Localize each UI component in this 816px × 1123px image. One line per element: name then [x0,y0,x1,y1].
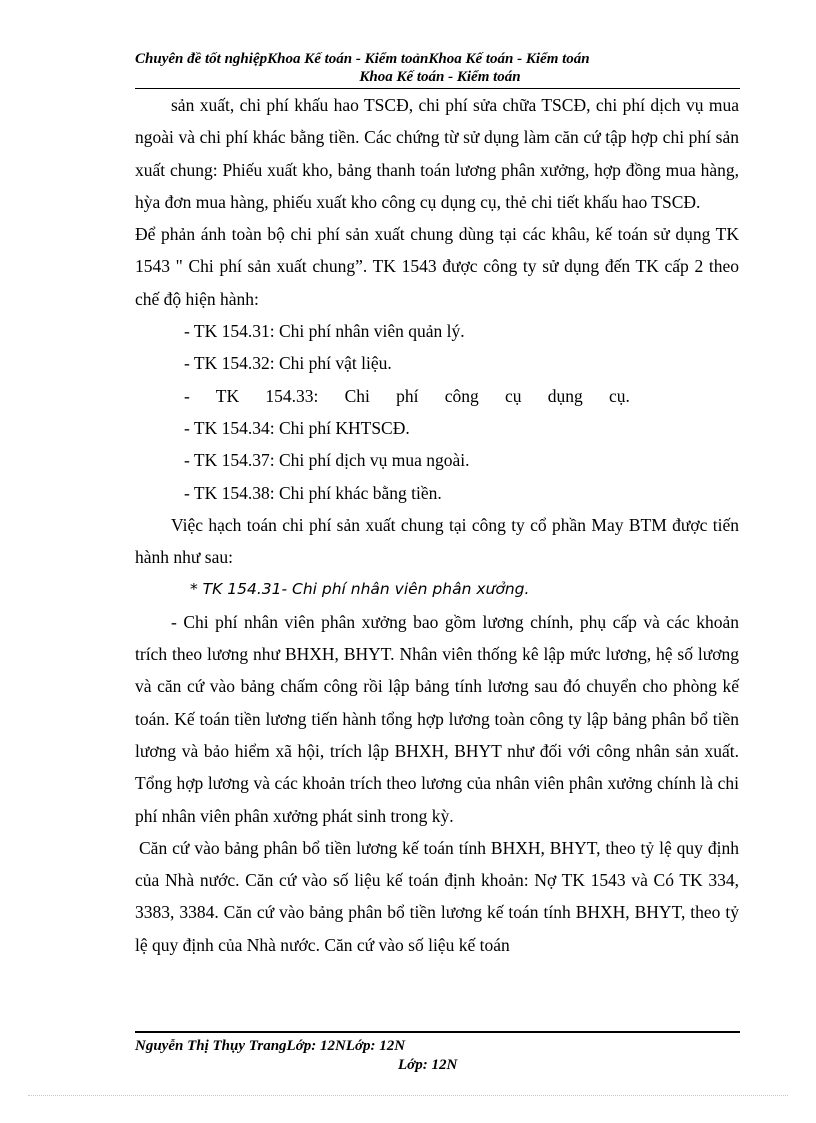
document-body [135,89,739,961]
paragraph-overhead-costs: sản xuất, chi phí khấu hao TSCĐ, chi phí sửa chữa TSCĐ, chi phí dịch vụ mua ngoài và chi phí khác bằng tiền. Các chứng từ sử dụng làm căn cứ tập hợp chi phí sản xuất chung: Phiếu xuất kho, bảng thanh toán lương phân xưởng, hợp đồng mua hàng, hỳa đơn mua hàng, phiếu xuất kho công cụ dụng cụ, thẻ chi tiết khấu hao TSCĐ. [135,95,739,212]
account-item: - TK 154.38: Chi phí khác bằng tiền. [184,482,442,503]
account-item: - TK 154.33: Chi phí công cụ dụng cụ. [184,385,630,406]
account-item: - TK 154.34: Chi phí KHTSCĐ. [184,417,410,438]
page-boundary [28,1095,788,1096]
account-item: - TK 154.32: Chi phí vật liệu. [184,353,392,374]
account-item: - TK 154.37: Chi phí dịch vụ mua ngoài. [184,450,470,471]
account-item: - TK 154.31: Chi phí nhân viên quản lý. [184,321,465,342]
footer-divider [135,1031,740,1033]
paragraph-staff-costs: - Chi phí nhân viên phân xưởng bao gồm lương chính, phụ cấp và các khoản trích theo lương như BHXH, BHYT. Nhân viên thống kê lập mức lương, hệ số lương và căn cứ vào bảng chấm công rồi lập bảng tính lương sau đó chuyển cho phòng kế toán. Kế toán tiền lương tiến hành tổng hợp lương toàn công ty lập bảng phân bổ tiền lương và bảo hiểm xã hội, trích lập BHXH, BHYT như đối với công nhân sản xuất. Tổng hợp lương và các khoản trích theo lương của nhân viên phân xưởng chính là chi phí nhân viên phân xưởng phát sinh trong kỳ. [135,611,739,826]
header-line-2: Khoa Kế toán - Kiểm toán [359,69,521,85]
section-title: * TK 154.31- Chi phí nhân viên phân xưởng. [190,580,530,599]
paragraph-basis: Căn cứ vào bảng phân bổ tiền lương kế toán tính BHXH, BHYT, theo tỷ lệ quy định của Nhà nước. Căn cứ vào số liệu kế toán định khoản: Nợ TK 1543 và Có TK 334, 3383, 3384. Căn cứ vào bảng phân bổ tiền lương kế toán tính BHXH, BHYT, theo tỷ lệ quy định của Nhà nước. Căn cứ vào số liệu kế toán [135,837,739,955]
paragraph-account-1543: Để phản ánh toàn bộ chi phí sản xuất chung dùng tại các khâu, kế toán sử dụng TK 1543 " Chi phí sản xuất chung”. TK 1543 được công ty sử dụng đến TK cấp 2 theo chế độ hiện hành: [135,224,739,309]
header-line-1: Chuyên đề tốt nghiệpKhoa Kế toán - Kiểm toảnKhoa Kế toán - Kiểm toán [135,51,590,67]
paragraph-accounting-method: Việc hạch toán chi phí sản xuất chung tại công ty cổ phần May BTM được tiến hành như sau: [135,514,739,568]
footer-line-2: Lớp: 12N [398,1057,458,1073]
footer-line-1: Nguyễn Thị Thụy TrangLớp: 12NLớp: 12N [135,1038,406,1054]
